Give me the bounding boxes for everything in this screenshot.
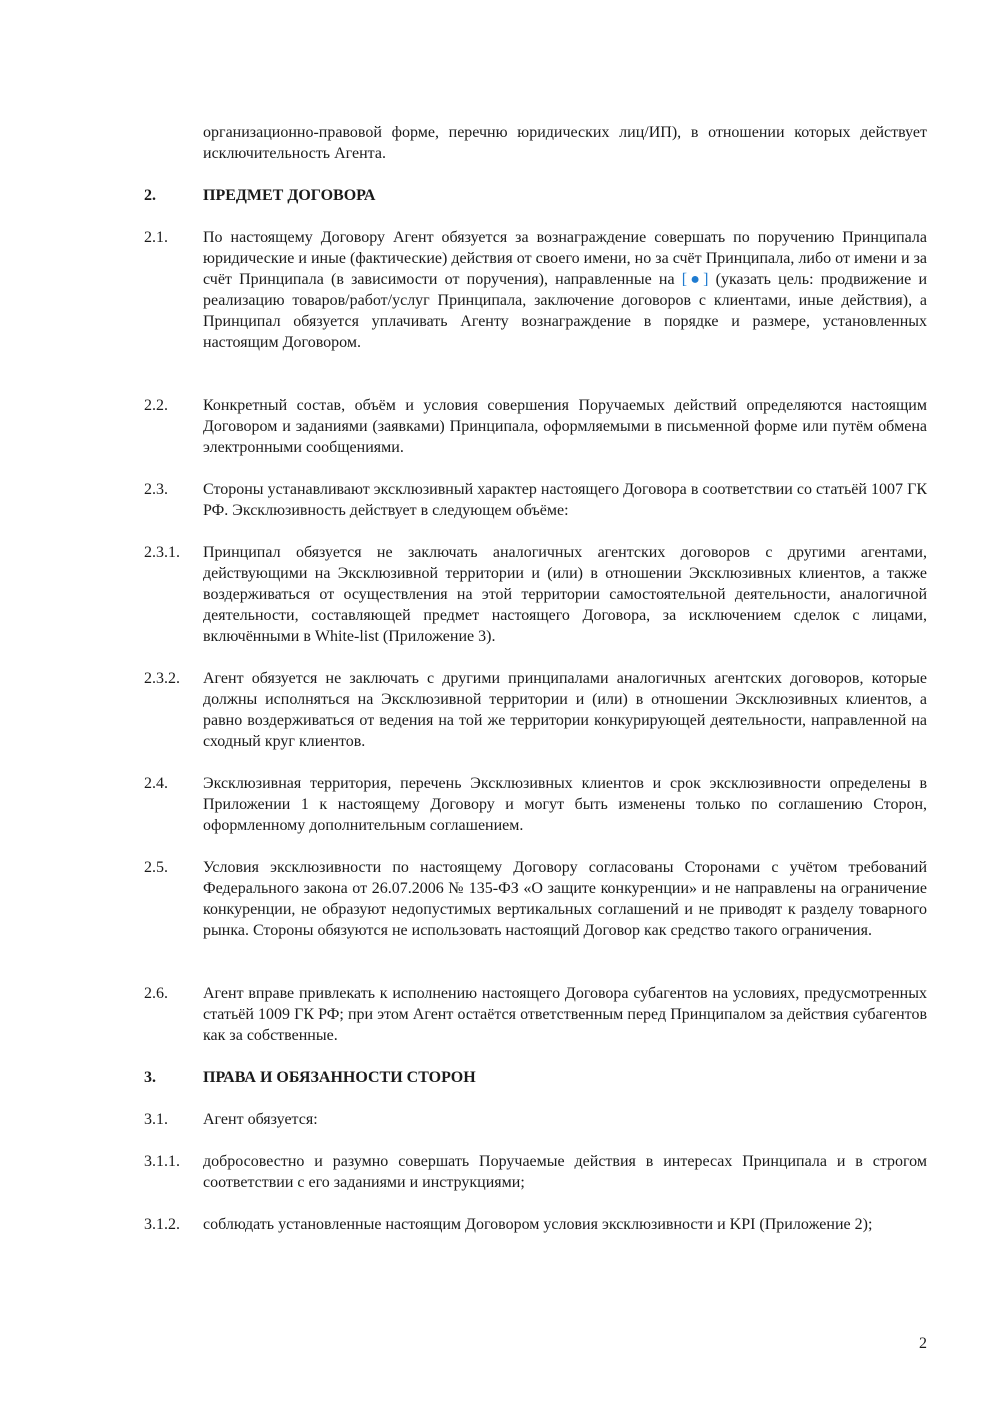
clause-text: Эксклюзивная территория, перечень Эксклюзивных клиентов и срок эксклюзивности определены в Приложении 1 к настоящему Договору и могут быть изменены только по соглашению Сторон, оформленному дополнительным соглашением. (203, 775, 927, 834)
clause-text: соблюдать установленные настоящим Договором условия эксклюзивности и KPI (Приложение 2); (203, 1216, 873, 1233)
page-number: 2 (919, 1335, 927, 1352)
clause-text: Стороны устанавливают эксклюзивный характер настоящего Договора в соответствии со статьёй 1007 ГК РФ. Эксклюзивность действует в следующем объёме: (203, 481, 927, 519)
clause-2-3-1 (144, 542, 927, 647)
clause-number: 2.3.1. (144, 544, 180, 561)
section-2-heading (144, 185, 927, 206)
clause-number: 2.5. (144, 859, 168, 876)
section-3-heading (144, 1067, 927, 1088)
section-title: ПРЕДМЕТ ДОГОВОРА (203, 187, 376, 204)
clause-number: 3.1.1. (144, 1153, 180, 1170)
clause-2-4 (144, 773, 927, 836)
clause-number: 2.6. (144, 985, 168, 1002)
clause-text-part: (указать цель: продвижение и реализацию товаров/работ/услуг Принципала, заключение договоров с клиентами, иные действия), а Принципал обязуется уплачивать Агенту вознаграждение в порядке и размере, установленных настоящим Договором. (203, 271, 928, 351)
clause-2-1 (144, 227, 927, 353)
clause-number: 2.3. (144, 481, 168, 498)
clause-number: 2.2. (144, 397, 168, 414)
clause-2-3-2 (144, 668, 927, 752)
clause-2-2 (144, 395, 927, 458)
clause-text: Агент обязуется: (203, 1111, 318, 1128)
clause-number: 3.1.2. (144, 1216, 180, 1233)
clause-text: Конкретный состав, объём и условия совершения Поручаемых действий определяются настоящим Договором и заданиями (заявками) Принципала, оформляемыми в письменной форме или путём обмена электронными сообщениями. (203, 397, 927, 456)
clause-text: добросовестно и разумно совершать Поручаемые действия в интересах Принципала и в строгом соответствии с его заданиями и инструкциями; (203, 1153, 927, 1191)
clause-2-3 (144, 479, 927, 521)
clause-2-5 (144, 857, 927, 941)
clause-text-part: По настоящему Договору Агент обязуется за вознаграждение совершать по поручению Принципала юридические и иные (фактические) действия от своего имени, но за счёт Принципала, либо от имени и за счёт Принципала (в зависимости от поручения), направленные на (203, 229, 927, 288)
clause-text (203, 227, 927, 353)
clause-2-6 (144, 983, 927, 1046)
section-number: 3. (144, 1069, 156, 1086)
placeholder-marker: [●] (681, 271, 709, 288)
clause-number: 3.1. (144, 1111, 168, 1128)
clause-number: 2.3.2. (144, 670, 180, 687)
intro-paragraph: организационно-правовой форме, перечню юридических лиц/ИП), в отношении которых действует исключительность Агента. (203, 124, 927, 162)
clause-3-1 (144, 1109, 927, 1130)
clause-3-1-2 (144, 1214, 927, 1235)
clause-number: 2.4. (144, 775, 168, 792)
clause-number: 2.1. (144, 229, 168, 246)
clause-3-1-1 (144, 1151, 927, 1193)
clause-text: Условия эксклюзивности по настоящему Договору согласованы Сторонами с учётом требований Федерального закона от 26.07.2006 № 135-ФЗ «О защите конкуренции» и не направлены на ограничение конкуренции, не образуют недопустимых вертикальных соглашений и не приводят к разделу товарного рынка. Стороны обязуются не использовать настоящий Договор как средство такого ограничения. (203, 859, 927, 939)
clause-text: Агент вправе привлекать к исполнению настоящего Договора субагентов на условиях, предусмотренных статьёй 1009 ГК РФ; при этом Агент остаётся ответственным перед Принципалом за действия субагентов как за собственные. (203, 985, 927, 1044)
section-number: 2. (144, 187, 156, 204)
clause-text: Принципал обязуется не заключать аналогичных агентских договоров с другими агентами, действующими на Эксклюзивной территории и (или) в отношении Эксклюзивных клиентов, а также воздерживаться от осуществления на этой территории самостоятельной деятельности, аналогичной деятельности, составляющей предмет настоящего Договора, за исключением сделок с лицами, включёнными в White-list (Приложение 3). (203, 544, 927, 645)
clause-text: Агент обязуется не заключать с другими принципалами аналогичных агентских договоров, которые должны исполняться на Эксклюзивной территории и (или) в отношении Эксклюзивных клиентов, а равно воздерживаться от ведения на той же территории конкурирующей деятельности, направленной на сходный круг клиентов. (203, 670, 927, 750)
section-title: ПРАВА И ОБЯЗАННОСТИ СТОРОН (203, 1069, 476, 1086)
